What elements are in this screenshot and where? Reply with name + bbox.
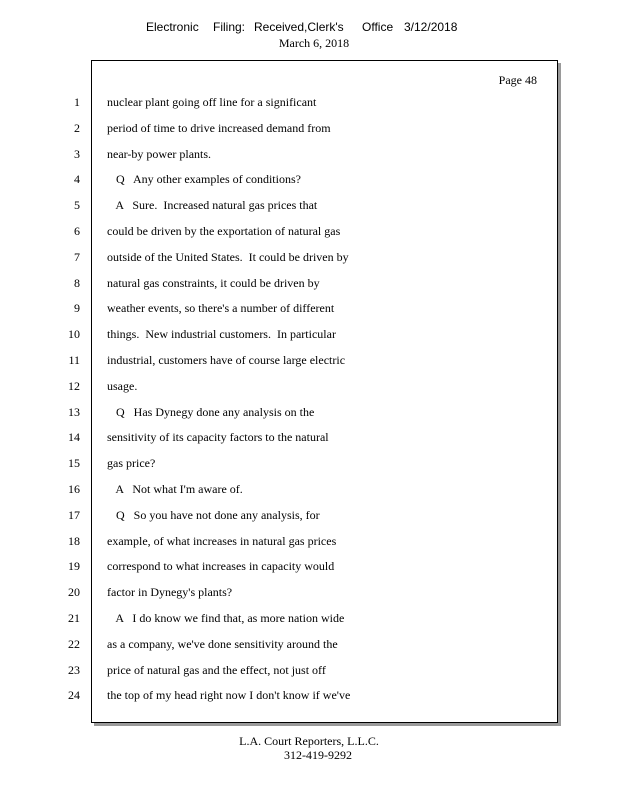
transcript-line: correspond to what increases in capacity would <box>107 559 335 573</box>
transcript-line: natural gas constraints, it could be driven by <box>107 276 320 290</box>
transcript-line: nuclear plant going off line for a significant <box>107 95 317 109</box>
line-number: 5 <box>74 198 80 212</box>
line-number: 14 <box>68 430 80 444</box>
transcript-line: A I do know we find that, as more nation wide <box>107 611 345 625</box>
line-number: 11 <box>68 353 80 367</box>
filing-stamp-word: 3/12/2018 <box>404 20 458 34</box>
transcript-line: outside of the United States. It could be driven by <box>107 250 349 264</box>
page-number: Page 48 <box>498 73 537 87</box>
line-number: 18 <box>68 534 80 548</box>
line-number: 16 <box>68 482 80 496</box>
transcript-line: things. New industrial customers. In particular <box>107 327 336 341</box>
line-number: 23 <box>68 663 80 677</box>
filing-stamp-word: Electronic <box>146 20 199 34</box>
line-number: 17 <box>68 508 80 522</box>
transcript-line: usage. <box>107 379 138 393</box>
line-number: 4 <box>74 172 80 186</box>
line-number: 3 <box>74 147 80 161</box>
transcript-line: Q So you have not done any analysis, for <box>107 508 320 522</box>
line-number: 13 <box>68 405 80 419</box>
footer-company: L.A. Court Reporters, L.L.C. <box>239 734 379 748</box>
transcript-line: near-by power plants. <box>107 147 212 161</box>
transcript-line: factor in Dynegy's plants? <box>107 585 233 599</box>
transcript-line: period of time to drive increased demand from <box>107 121 331 135</box>
transcript-line: as a company, we've done sensitivity around the <box>107 637 338 651</box>
transcript-line: A Not what I'm aware of. <box>107 482 243 496</box>
line-number: 7 <box>74 250 80 264</box>
line-number: 9 <box>74 301 80 315</box>
transcript-line: price of natural gas and the effect, not just off <box>107 663 326 677</box>
filing-stamp-word: Filing: <box>213 20 246 34</box>
line-number: 10 <box>68 327 80 341</box>
transcript-line: example, of what increases in natural gas prices <box>107 534 337 548</box>
filing-stamp <box>0 20 618 36</box>
transcript-line: industrial, customers have of course large electric <box>107 353 346 367</box>
transcript-line: sensitivity of its capacity factors to the natural <box>107 430 329 444</box>
filing-stamp-word: Received,Clerk's <box>254 20 344 34</box>
transcript-date: March 6, 2018 <box>278 36 350 50</box>
line-number: 8 <box>74 276 80 290</box>
line-number: 6 <box>74 224 80 238</box>
footer-phone: 312-419-9292 <box>284 748 352 762</box>
line-number: 12 <box>68 379 80 393</box>
filing-stamp-word: Office <box>362 20 394 34</box>
line-number: 22 <box>68 637 80 651</box>
line-number: 15 <box>68 456 80 470</box>
line-number: 21 <box>68 611 80 625</box>
line-number: 20 <box>68 585 80 599</box>
line-number: 19 <box>68 559 80 573</box>
transcript-line: gas price? <box>107 456 156 470</box>
transcript-line: Q Has Dynegy done any analysis on the <box>107 405 315 419</box>
transcript-line: Q Any other examples of conditions? <box>107 172 301 186</box>
line-number: 1 <box>74 95 80 109</box>
line-number: 24 <box>68 688 80 702</box>
line-number: 2 <box>74 121 80 135</box>
transcript-line: could be driven by the exportation of natural gas <box>107 224 341 238</box>
transcript-line: the top of my head right now I don't know if we've <box>107 688 351 702</box>
transcript-line: weather events, so there's a number of different <box>107 301 335 315</box>
transcript-line: A Sure. Increased natural gas prices that <box>107 198 318 212</box>
